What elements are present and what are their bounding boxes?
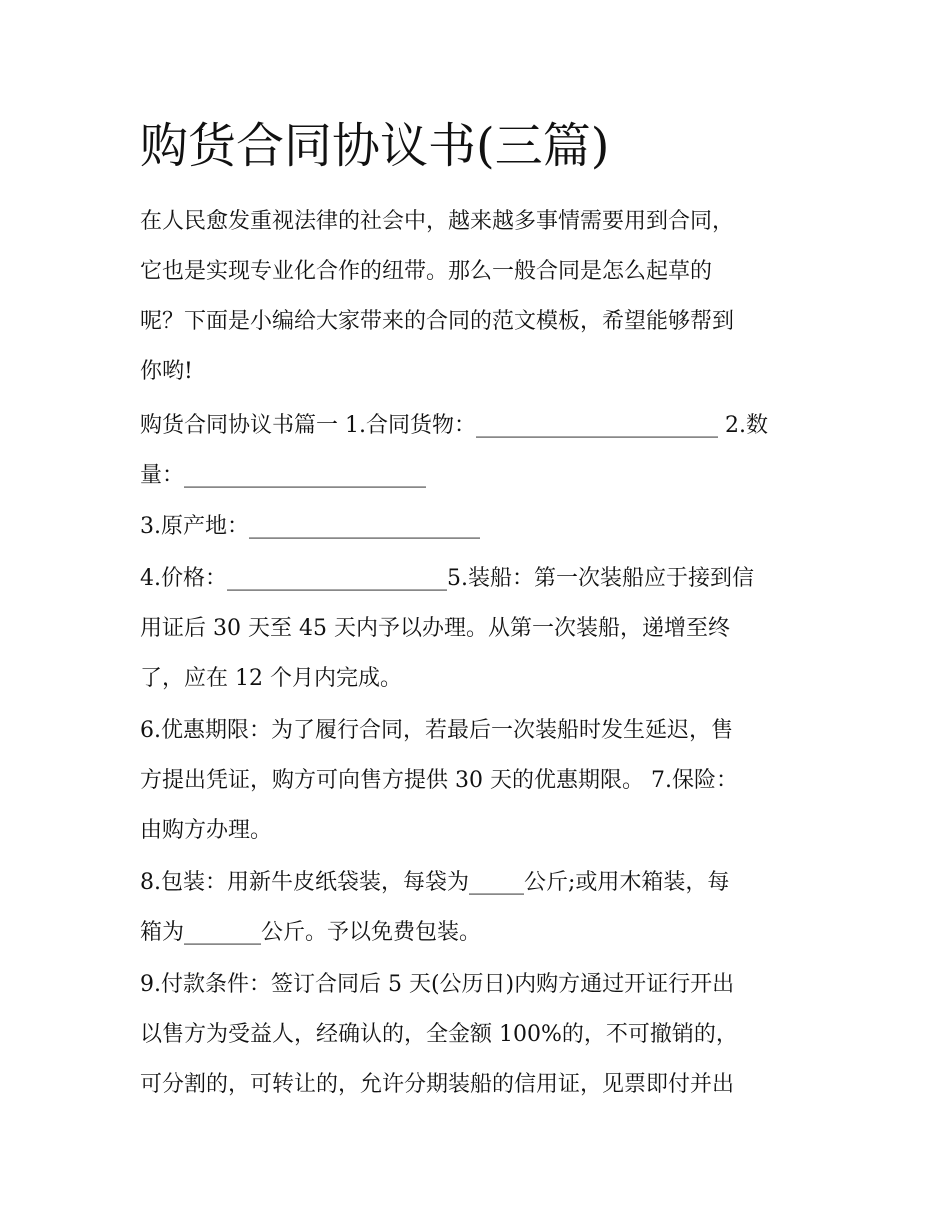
- body-line: 由购方办理。: [140, 818, 273, 843]
- body-line: 8.包装：用新牛皮纸袋装，每袋为_____公斤;或用木箱装，每: [140, 870, 730, 895]
- body-line: 量：______________________: [140, 463, 427, 488]
- body-line: 购货合同协议书篇一 1.合同货物：______________________ 2.数: [140, 413, 768, 438]
- body-line: 方提出凭证，购方可向售方提供 30 天的优惠期限。 7.保险：: [140, 768, 738, 793]
- body-line: 了，应在 12 个月内完成。: [140, 666, 402, 691]
- body-line: 它也是实现专业化合作的纽带。那么一般合同是怎么起草的: [140, 259, 713, 284]
- body-line: 9.付款条件：签订合同后 5 天(公历日)内购方通过开证行开出: [140, 972, 735, 997]
- body-line: 呢？下面是小编给大家带来的合同的范文模板，希望能够帮到: [140, 309, 735, 334]
- document-title: 购货合同协议书(三篇): [140, 118, 610, 174]
- body-line: 用证后 30 天至 45 天内予以办理。从第一次装船，递增至终: [140, 616, 730, 641]
- body-line: 6.优惠期限：为了履行合同，若最后一次装船时发生延迟，售: [140, 718, 733, 743]
- body-line: 箱为_______公斤。予以免费包装。: [140, 920, 482, 945]
- body-line: 3.原产地：_____________________: [140, 514, 480, 539]
- body-line: 以售方为受益人，经确认的，全金额 100%的，不可撤销的，: [140, 1022, 738, 1047]
- body-line: 在人民愈发重视法律的社会中，越来越多事情需要用到合同，: [140, 209, 735, 234]
- body-line: 4.价格：____________________5.装船：第一次装船应于接到信: [140, 566, 754, 591]
- body-line: 你哟!: [140, 359, 193, 384]
- body-line: 可分割的，可转让的，允许分期装船的信用证，见票即付并出: [140, 1072, 735, 1097]
